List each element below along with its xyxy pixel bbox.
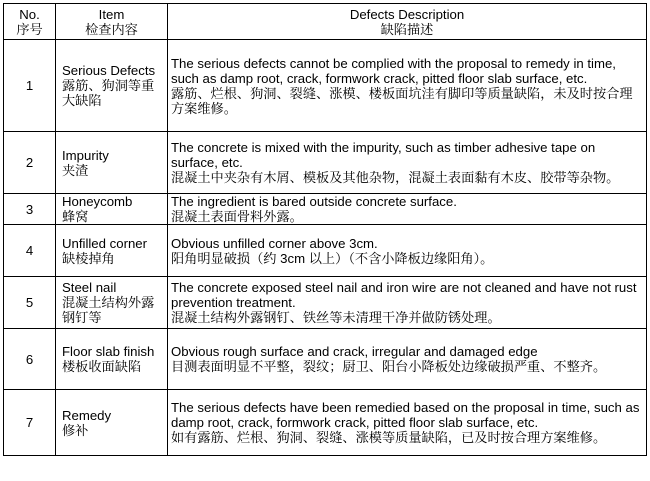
row-number: 5 bbox=[4, 277, 56, 329]
header-item-cn: 检查内容 bbox=[85, 21, 138, 37]
table-row bbox=[4, 132, 647, 194]
header-description bbox=[168, 4, 647, 40]
row-desc-en: The serious defects have been remedied based on the proposal in time, such as damp root, crack, formwork crack, pitted floor slab surface, etc. bbox=[171, 400, 640, 430]
row-item-cn: 修补 bbox=[62, 422, 89, 438]
row-number: 6 bbox=[4, 329, 56, 390]
row-item-cn: 楼板收面缺陷 bbox=[62, 359, 142, 374]
row-item-en: Remedy bbox=[62, 407, 112, 423]
header-item bbox=[56, 4, 168, 40]
row-desc-cn: 目测表面明显不平整，裂纹；厨卫、阳台小降板处边缘破损严重、不整齐。 bbox=[171, 359, 607, 374]
header-no-en: No. bbox=[19, 6, 40, 22]
table-row bbox=[4, 277, 647, 329]
row-desc-cn: 混凝土结构外露钢钉、铁丝等未清理干净并做防锈处理。 bbox=[171, 310, 501, 325]
row-desc-cn: 混凝土中夹杂有木屑、模板及其他杂物，混凝土表面黏有木皮、胶带等杂物。 bbox=[171, 170, 620, 185]
row-description bbox=[168, 277, 647, 329]
table-row bbox=[4, 390, 647, 456]
row-number: 7 bbox=[4, 390, 56, 456]
row-item-en: Impurity bbox=[62, 147, 109, 163]
row-item-cn: 露筋、狗洞等重大缺陷 bbox=[62, 78, 155, 108]
row-description bbox=[168, 40, 647, 132]
row-description bbox=[168, 194, 647, 225]
row-item bbox=[56, 390, 168, 456]
row-desc-en: The ingredient is bared outside concrete surface. bbox=[171, 194, 457, 209]
row-item-cn: 夹渣 bbox=[62, 162, 89, 178]
table-row bbox=[4, 329, 647, 390]
row-description bbox=[168, 132, 647, 194]
row-item-en: Steel nail bbox=[62, 280, 117, 295]
row-desc-en: The serious defects cannot be complied with the proposal to remedy in time, such as damp root, crack, formwork crack, pitted floor slab surface, etc. bbox=[171, 55, 616, 86]
row-item bbox=[56, 277, 168, 329]
row-description bbox=[168, 390, 647, 456]
row-number: 4 bbox=[4, 225, 56, 277]
table-row bbox=[4, 40, 647, 132]
header-desc-en: Defects Description bbox=[349, 6, 465, 22]
row-item-en: Unfilled corner bbox=[62, 235, 148, 251]
header-item-en: Item bbox=[98, 6, 125, 22]
row-item-en: Honeycomb bbox=[62, 194, 133, 209]
row-item-cn: 混凝土结构外露钢钉等 bbox=[62, 295, 155, 325]
row-desc-cn: 阳角明显破损（约 3cm 以上）（不含小降板边缘阳角）。 bbox=[171, 250, 494, 266]
row-item bbox=[56, 329, 168, 390]
table-row bbox=[4, 194, 647, 225]
row-desc-cn: 露筋、烂根、狗洞、裂缝、涨模、楼板面坑洼有脚印等质量缺陷，未及时按合理方案维修。 bbox=[171, 85, 633, 116]
row-desc-en: Obvious unfilled corner above 3cm. bbox=[171, 235, 378, 251]
row-item bbox=[56, 225, 168, 277]
row-item-en: Serious Defects bbox=[62, 63, 156, 78]
row-item-cn: 缺棱掉角 bbox=[62, 250, 115, 266]
row-number: 3 bbox=[4, 194, 56, 225]
row-item-en: Floor slab finish bbox=[62, 344, 155, 359]
header-row bbox=[4, 4, 647, 40]
row-number: 1 bbox=[4, 40, 56, 132]
row-item bbox=[56, 132, 168, 194]
row-desc-cn: 如有露筋、烂根、狗洞、裂缝、涨模等质量缺陷，已及时按合理方案维修。 bbox=[171, 430, 607, 445]
defects-table bbox=[3, 3, 647, 456]
row-description bbox=[168, 225, 647, 277]
header-no-cn: 序号 bbox=[16, 21, 43, 37]
row-desc-en: Obvious rough surface and crack, irregular and damaged edge bbox=[171, 344, 538, 359]
row-item bbox=[56, 40, 168, 132]
row-number: 2 bbox=[4, 132, 56, 194]
row-desc-en: The concrete exposed steel nail and iron wire are not cleaned and have not rust prevention treatment. bbox=[171, 280, 637, 310]
header-no bbox=[4, 4, 56, 40]
row-desc-en: The concrete is mixed with the impurity, such as timber adhesive tape on surface, etc. bbox=[171, 140, 596, 170]
row-item bbox=[56, 194, 168, 225]
table-row bbox=[4, 225, 647, 277]
header-desc-cn: 缺陷描述 bbox=[380, 21, 434, 37]
row-item-cn: 蜂窝 bbox=[62, 209, 89, 224]
row-desc-cn: 混凝土表面骨料外露。 bbox=[171, 209, 303, 224]
row-description bbox=[168, 329, 647, 390]
